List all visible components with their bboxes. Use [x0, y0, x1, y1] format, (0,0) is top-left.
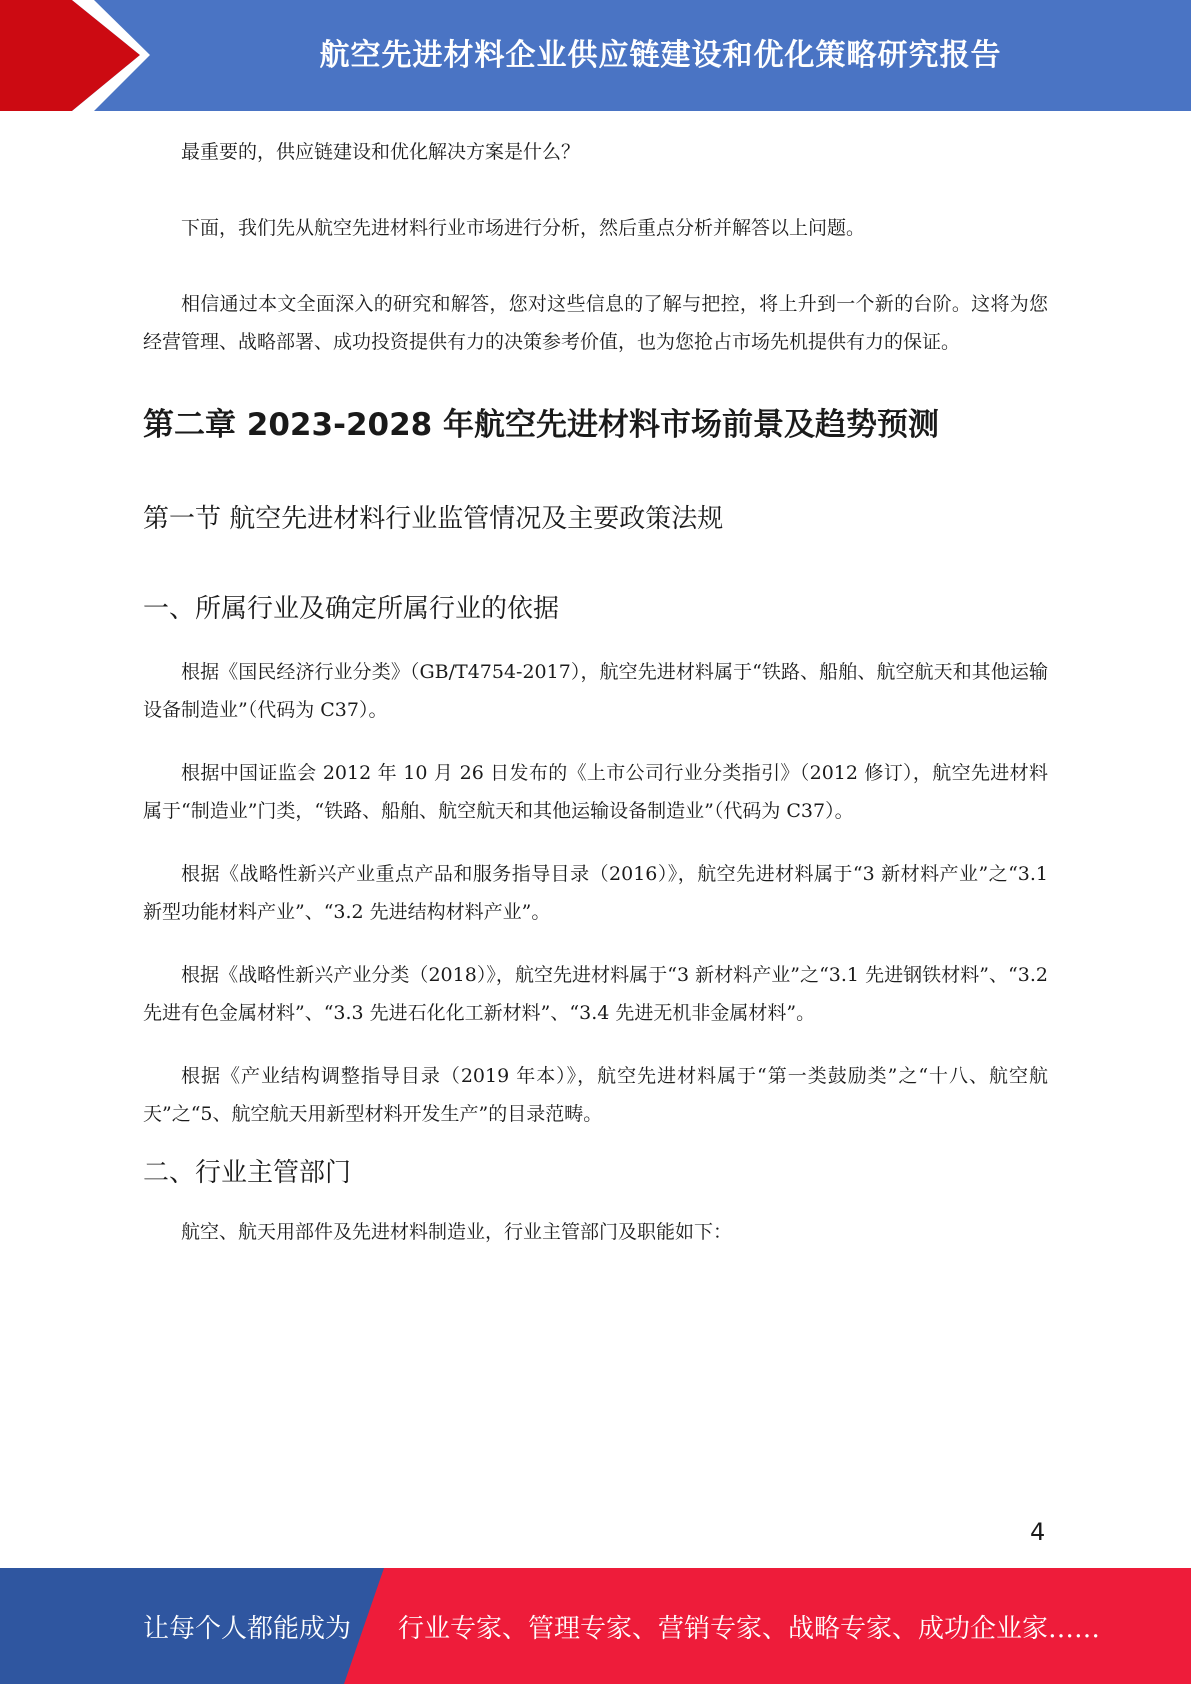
paragraph-authorities-intro: 航空、航天用部件及先进材料制造业，行业主管部门及职能如下：	[181, 1221, 733, 1243]
subsection-heading-industry: 一、所属行业及确定所属行业的依据	[143, 594, 560, 624]
paragraph-analysis-intro: 下面，我们先从航空先进材料行业市场进行分析，然后重点分析并解答以上问题。	[181, 217, 866, 239]
footer-slogan-left: 让每个人都能成为	[143, 1613, 352, 1644]
section-heading: 第一节 航空先进材料行业监管情况及主要政策法规	[143, 504, 724, 534]
footer-slogan-right: 行业专家、管理专家、营销专家、战略专家、成功企业家……	[398, 1613, 1101, 1644]
paragraph-industry-basis: 根据中国证监会 2012 年 10 月 26 日发布的《上市公司行业分类指引》（2012 修订），航空先进材料属于“制造业”门类，“铁路、船舶、航空航天和其他运输设备制造业”（代码为 C37）。	[143, 762, 1048, 822]
paragraph-industry-basis: 根据《战略性新兴产业重点产品和服务指导目录（2016）》，航空先进材料属于“3 新材料产业”之“3.1 新型功能材料产业”、“3.2 先进结构材料产业”。	[143, 863, 1048, 923]
paragraph-industry-basis: 根据《战略性新兴产业分类（2018）》，航空先进材料属于“3 新材料产业”之“3.1 先进钢铁材料”、“3.2 先进有色金属材料”、“3.3 先进石化化工新材料”、“3.4 先进无机非金属材料”。	[143, 964, 1048, 1024]
paragraph-industry-basis: 根据《国民经济行业分类》（GB/T4754-2017），航空先进材料属于“铁路、船舶、航空航天和其他运输设备制造业”（代码为 C37）。	[143, 661, 1048, 721]
chapter-heading: 第二章 2023-2028 年航空先进材料市场前景及趋势预测	[143, 407, 940, 443]
paragraph-industry-basis: 根据《产业结构调整指导目录（2019 年本）》，航空先进材料属于“第一类鼓励类”之“十八、航空航天”之“5、航空航天用新型材料开发生产”的目录范畴。	[143, 1065, 1048, 1125]
document-body	[143, 130, 1048, 1251]
page-header	[0, 0, 1191, 111]
subsection-heading-authorities: 二、行业主管部门	[143, 1158, 352, 1188]
paragraph-solution-question: 最重要的，供应链建设和优化解决方案是什么？	[181, 141, 581, 163]
report-title: 航空先进材料企业供应链建设和优化策略研究报告	[319, 38, 1002, 73]
page-footer	[0, 1568, 1191, 1684]
paragraph-value-statement: 相信通过本文全面深入的研究和解答，您对这些信息的了解与把控，将上升到一个新的台阶。这将为您经营管理、战略部署、成功投资提供有力的决策参考价值，也为您抢占市场先机提供有力的保证。	[143, 293, 1048, 353]
page-number: 4	[1030, 1518, 1046, 1546]
